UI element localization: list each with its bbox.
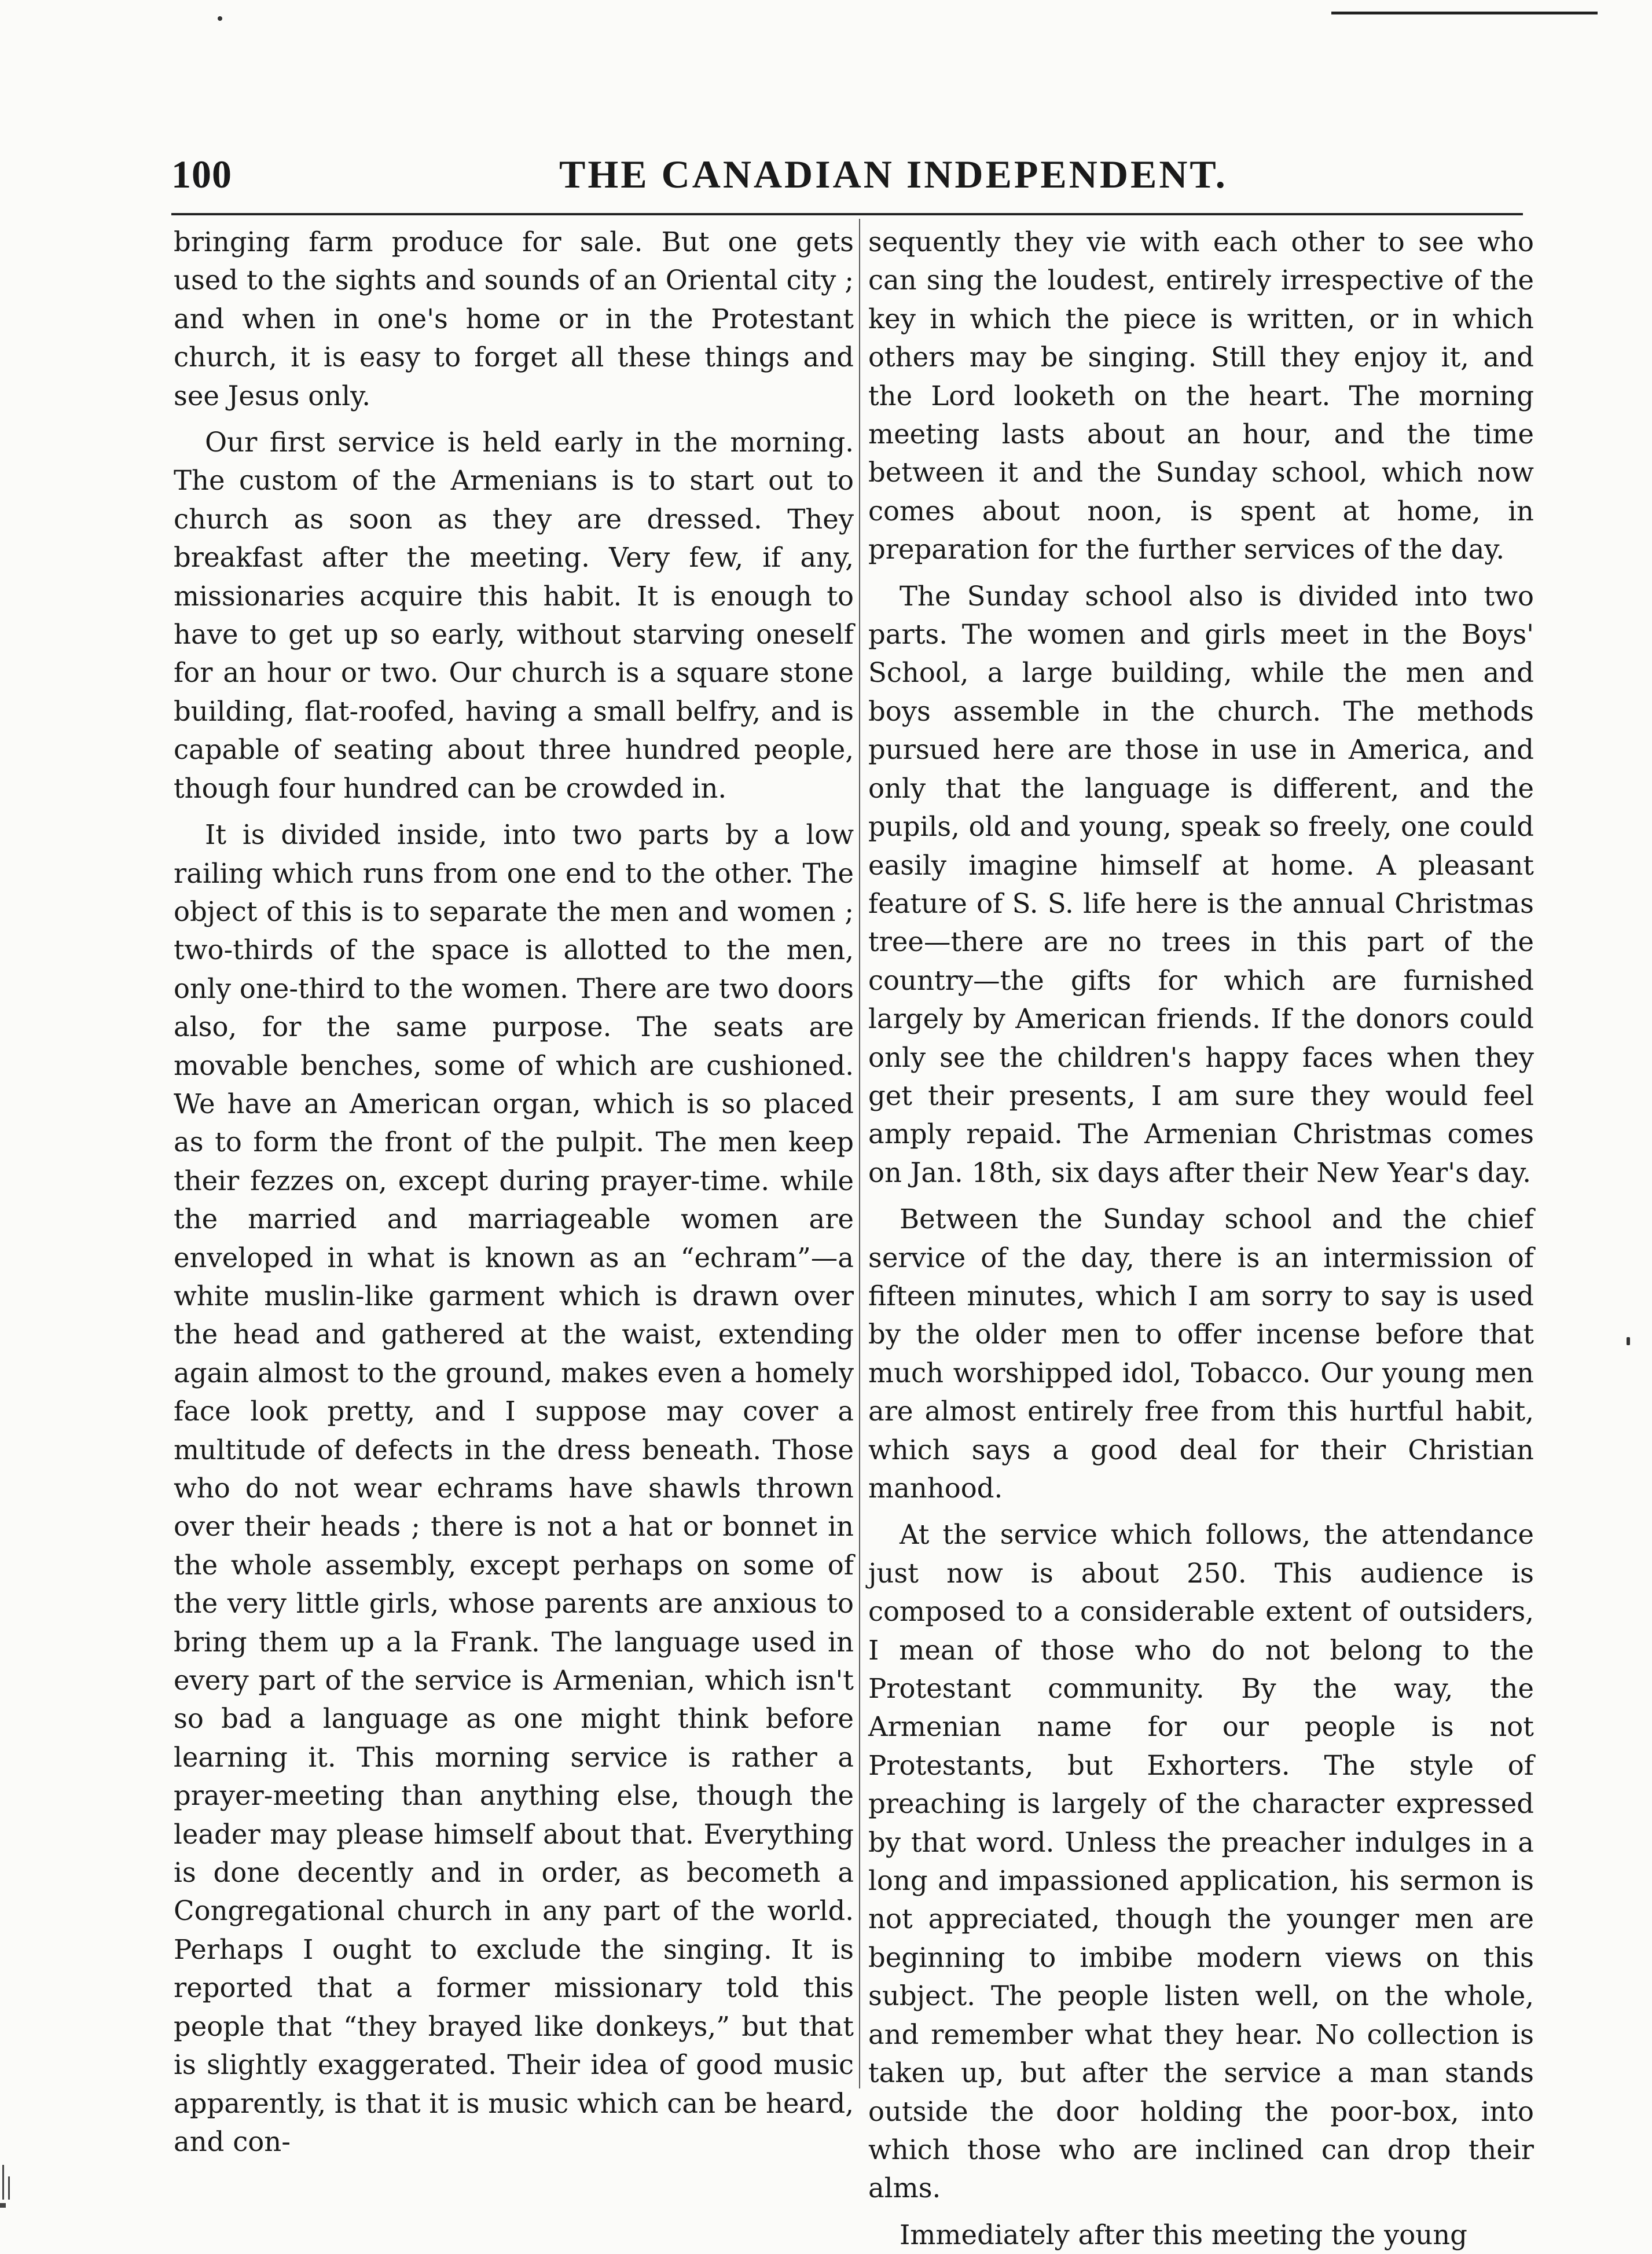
edge-tick [0,2203,6,2208]
paragraph: It is divided inside, into two parts by a low railing which runs from one end to the other. The object of this is to separate the men and women ; two-thirds of the space is allotted to the men, only one-third to the women. There are two doors also, for the same purpose. The seats are movable benches, some of which are cushioned. We have an American organ, which is so placed as to form the front of the pulpit. The men keep their fezzes on, except during prayer-time. while the married and marriageable women are enveloped in what is known as an “echram”—a white muslin-like garment which is drawn over the head and gathered at the waist, extending again almost to the ground, makes even a homely face look pretty, and I suppose may cover a multitude of defects in the dress beneath. Those who do not wear echrams have shawls thrown over their heads ; there is not a hat or bonnet in the whole assembly, except perhaps on some of the very little girls, whose parents are anxious to bring them up a la Frank. The language used in every part of the service is Armenian, which isn't so bad a language as one might think before learning it. This morning service is rather a prayer-meeting than anything else, though the leader may please himself about that. Everything is done decently and in order, as becometh a Congregational church in any part of the world. Perhaps I ought to exclude the singing. It is reported that a former missionary told this people that “they brayed like donkeys,” but that is slightly exaggerated. Their idea of good music apparently, is that it is music which can be heard, and con- [174,819,854,2157]
ink-speck [218,16,222,21]
paragraph: sequently they vie with each other to see who can sing the loudest, entirely irrespective of the key in which the piece is written, or in which others may be singing. Still they enjoy it, and the Lord looketh on the heart. The morning meeting lasts about an hour, and the time between it and the Sunday school, which now comes about noon, is spent at home, in preparation for the further services of the day. [868,226,1534,566]
column-divider [859,219,860,2088]
header-rule [171,213,1523,215]
paragraph: Between the Sunday school and the chief service of the day, there is an intermission of fifteen minutes, which I am sorry to say is used by the older men to offer incense before that much worshipped idol, Tobacco. Our young men are almost entirely free from this hurtful habit, which says a good deal for their Christian manhood. [868,1203,1534,1504]
edge-tick [8,2176,10,2200]
paragraph: Our first service is held early in the morning. The custom of the Armenians is to start out to church as soon as they are dressed. They breakfast after the meeting. Very few, if any, missionaries acquire this habit. It is enough to have to get up so early, without starving oneself for an hour or two. Our church is a square stone building, flat-roofed, having a small belfry, and is capable of seating about three hundred people, though four hundred can be crowded in. [174,427,854,804]
page-header [171,152,1526,215]
margin-scan-marks [0,2165,35,2208]
edge-tick [2,2165,4,2200]
paragraph: The Sunday school also is divided into two parts. The women and girls meet in the Boys' School, a large building, while the men and boys assemble in the church. The methods pursued here are those in use in America, and only that the language is different, and the pupils, old and young, speak so freely, one could easily imagine himself at home. A pleasant feature of S. S. life here is the annual Christmas tree—there are no trees in this part of the country—the gifts for which are furnished largely by American friends. If the donors could only see the children's happy faces when they get their presents, I am sure they would feel amply repaid. The Armenian Christmas comes on Jan. 18th, six days after their New Year's day. [868,580,1534,1188]
ink-speck [1627,1337,1630,1345]
paragraph: bringing farm produce for sale. But one gets used to the sights and sounds of an Oriental city ; and when in one's home or in the Protestant church, it is easy to forget all these things and see Jesus only. [174,226,854,412]
paragraph: At the service which follows, the attendance just now is about 250. This audience is composed to a considerable extent of outsiders, I mean of those who do not belong to the Protestant community. By the way, the Armenian name for our people is not Protestants, but Exhorters. The style of preaching is largely of the character expressed by that word. Unless the preacher indulges in a long and impassioned application, his sermon is not appreciated, though the younger men are beginning to imbibe modern views on this subject. The people listen well, on the whole, and remember what they hear. No collection is taken up, but after the service a man stands outside the door holding the poor-box, into which those who are inclined can drop their alms. [868,1519,1534,2204]
running-title: THE CANADIAN INDEPENDENT. [559,152,1228,196]
paragraph: Immediately after this meeting the young [900,2219,1467,2251]
page-number: 100 [171,152,232,196]
left-column [174,223,854,2156]
right-column [868,223,1534,2251]
top-edge-rule [1331,12,1598,14]
